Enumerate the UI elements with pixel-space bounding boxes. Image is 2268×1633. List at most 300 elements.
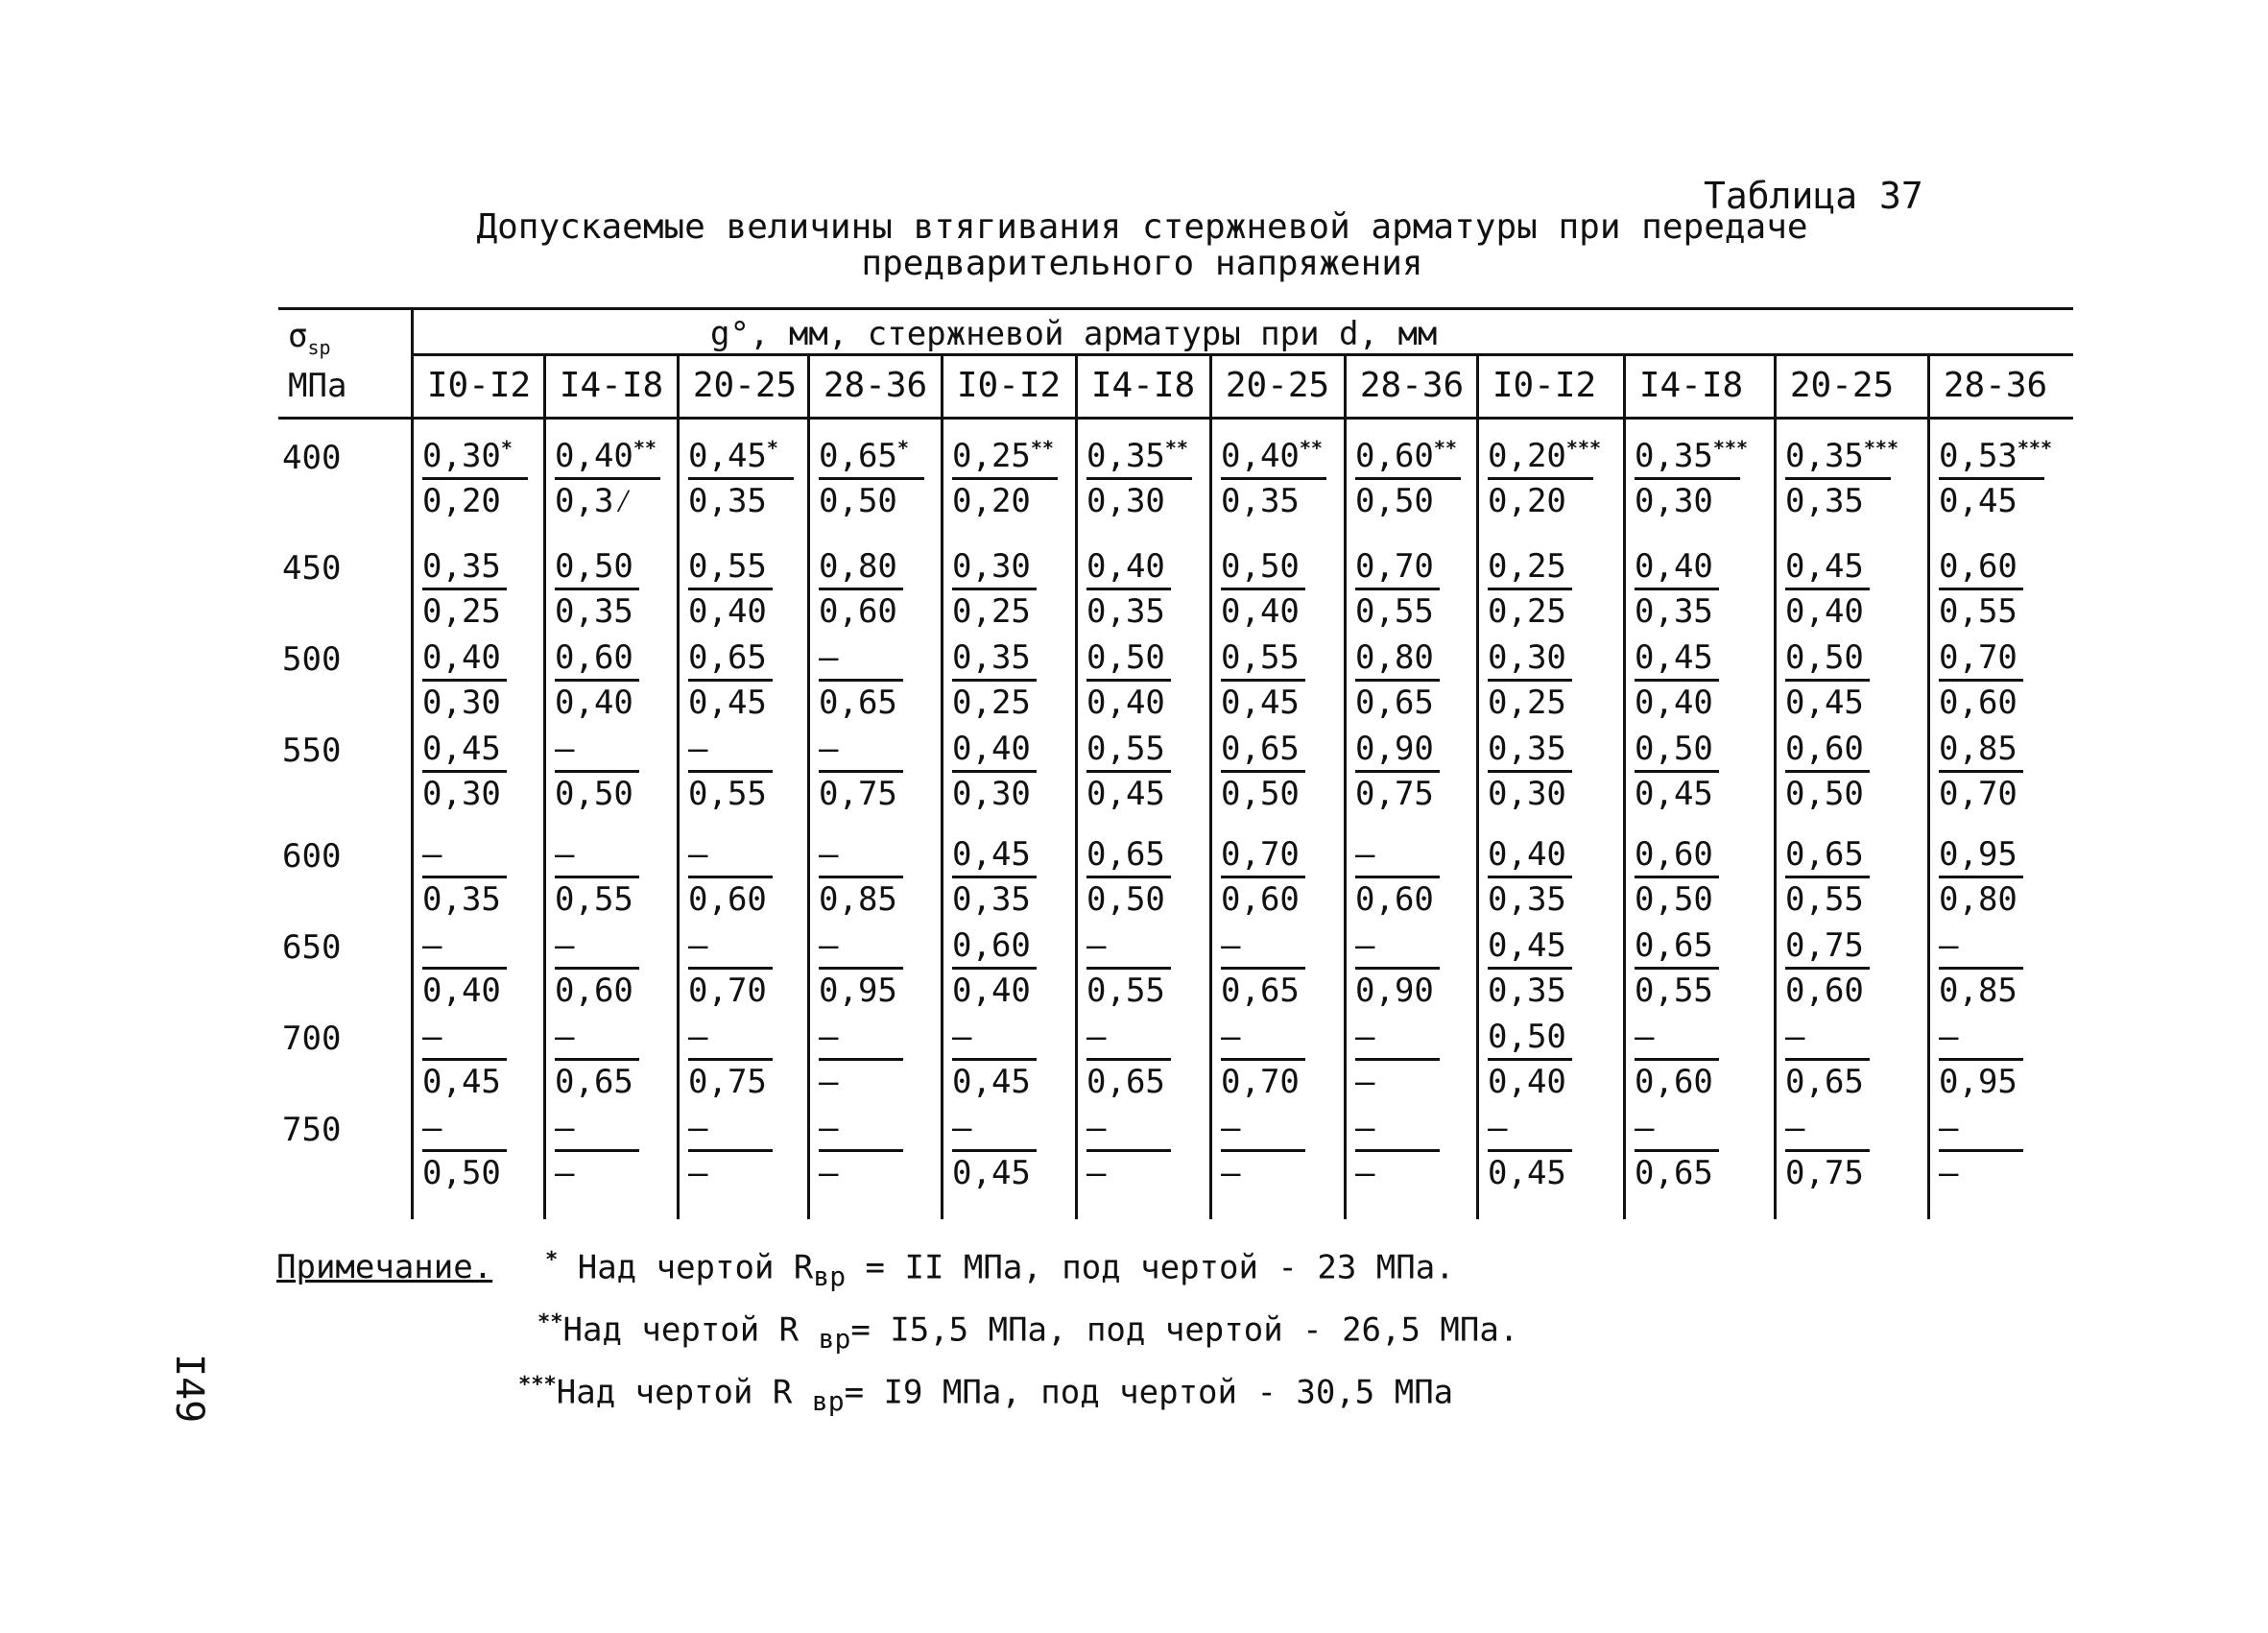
cell-numerator: 0,70 bbox=[1939, 638, 2017, 677]
fraction-bar bbox=[1221, 1149, 1305, 1152]
fraction-bar bbox=[688, 876, 773, 878]
table-cell-fraction bbox=[413, 926, 539, 1010]
table-cell-fraction bbox=[809, 638, 936, 722]
diameter-range-header: I0-I2 bbox=[1492, 366, 1597, 405]
cell-denominator: 0,60 bbox=[1939, 684, 2017, 722]
cell-numerator: – bbox=[1221, 1109, 1241, 1147]
cell-numerator: 0,45* bbox=[688, 436, 778, 475]
cell-numerator: 0,60 bbox=[1939, 547, 2017, 586]
cell-numerator: – bbox=[1086, 1018, 1107, 1056]
cell-denominator: 0,55 bbox=[1635, 972, 1713, 1010]
table-cell-fraction bbox=[1929, 730, 2056, 813]
cell-numerator: – bbox=[1635, 1018, 1655, 1056]
cell-denominator: 0,85 bbox=[1939, 972, 2017, 1010]
table-cell-fraction bbox=[1346, 638, 1472, 722]
cell-denominator: – bbox=[819, 1063, 839, 1101]
table-cell-fraction bbox=[809, 1109, 936, 1192]
note-mark: * bbox=[545, 1248, 559, 1272]
cell-numerator: 0,20*** bbox=[1488, 436, 1602, 475]
fraction-bar bbox=[1785, 588, 1870, 590]
cell-numerator: – bbox=[1355, 1018, 1375, 1056]
cell-denominator: – bbox=[1086, 1154, 1107, 1192]
cell-numerator: 0,40 bbox=[1635, 547, 1713, 586]
cell-denominator: 0,75 bbox=[1355, 775, 1434, 813]
cell-denominator: 0,40 bbox=[555, 684, 633, 722]
table-cell-fraction bbox=[1478, 1018, 1605, 1101]
table-cell-fraction bbox=[545, 1018, 672, 1101]
footnote-mark: *** bbox=[1712, 436, 1749, 460]
cell-denominator: 0,35 bbox=[1488, 972, 1566, 1010]
cell-denominator: 0,20 bbox=[952, 482, 1031, 520]
cell-denominator: – bbox=[1939, 1154, 1959, 1192]
table-cell-fraction bbox=[679, 437, 805, 520]
table-cell-fraction bbox=[679, 835, 805, 919]
cell-denominator: 0,35 bbox=[555, 592, 633, 631]
cell-denominator: 0,30 bbox=[952, 775, 1031, 813]
fraction-bar bbox=[1221, 477, 1326, 480]
stress-row-label: 600 bbox=[282, 837, 342, 876]
fraction-bar bbox=[1939, 770, 2023, 773]
cell-numerator: 0,60 bbox=[952, 926, 1031, 965]
cell-denominator: 0,30 bbox=[1086, 482, 1165, 520]
note-subscript: вр bbox=[813, 1261, 847, 1293]
cell-numerator: – bbox=[1939, 1109, 1959, 1147]
table-cell-fraction bbox=[1211, 730, 1338, 813]
fraction-bar bbox=[1355, 770, 1440, 773]
cell-numerator: – bbox=[688, 730, 708, 768]
table-cell-fraction bbox=[1478, 926, 1605, 1010]
cell-denominator: 0,60 bbox=[1635, 1063, 1713, 1101]
fraction-bar bbox=[1488, 876, 1572, 878]
table-title-line-2: предварительного напряжения bbox=[861, 244, 1423, 283]
table-cell-fraction bbox=[809, 547, 936, 631]
table-cell-fraction bbox=[809, 1018, 936, 1101]
table-cell-fraction bbox=[1478, 638, 1605, 722]
table-cell-fraction bbox=[943, 926, 1069, 1010]
fraction-bar bbox=[1939, 876, 2023, 878]
table-cell-fraction bbox=[1346, 926, 1472, 1010]
cell-denominator: – bbox=[1355, 1154, 1375, 1192]
table-cell-fraction bbox=[1776, 730, 1902, 813]
fraction-bar bbox=[555, 1058, 639, 1061]
table-cell-fraction bbox=[1625, 835, 1752, 919]
cell-numerator: 0,55 bbox=[1221, 638, 1300, 677]
sigma-symbol: σ bbox=[288, 317, 308, 355]
cell-denominator: 0,45 bbox=[952, 1154, 1031, 1192]
cell-numerator: 0,45 bbox=[1488, 926, 1566, 965]
footnote-mark: * bbox=[500, 436, 513, 460]
cell-denominator: 0,60 bbox=[1785, 972, 1864, 1010]
cell-denominator: 0,60 bbox=[1221, 880, 1300, 919]
table-cell-fraction bbox=[1776, 437, 1902, 520]
cell-numerator: 0,65 bbox=[1221, 730, 1300, 768]
footnote-mark: *** bbox=[1565, 436, 1602, 460]
fraction-bar bbox=[1635, 1058, 1719, 1061]
cell-numerator: 0,50 bbox=[1785, 638, 1864, 677]
cell-numerator: – bbox=[688, 926, 708, 965]
header-mid-rule bbox=[413, 353, 2073, 356]
cell-denominator: 0,45 bbox=[1221, 684, 1300, 722]
cell-denominator: 0,75 bbox=[819, 775, 897, 813]
table-cell-fraction bbox=[545, 926, 672, 1010]
table-cell-fraction bbox=[1346, 1018, 1472, 1101]
table-cell-fraction bbox=[1776, 835, 1902, 919]
cell-numerator: 0,45 bbox=[952, 835, 1031, 874]
cell-denominator: 0,45 bbox=[1939, 482, 2017, 520]
cell-numerator: – bbox=[1221, 926, 1241, 965]
fraction-bar bbox=[1355, 967, 1440, 970]
table-cell-fraction bbox=[1776, 1109, 1902, 1192]
fraction-bar bbox=[688, 588, 773, 590]
cell-numerator: – bbox=[422, 835, 442, 874]
table-cell-fraction bbox=[1211, 835, 1338, 919]
fraction-bar bbox=[819, 1149, 903, 1152]
note-mark: *** bbox=[518, 1373, 557, 1397]
fraction-bar bbox=[952, 1149, 1037, 1152]
cell-numerator: 0,35*** bbox=[1785, 436, 1899, 475]
fraction-bar bbox=[422, 588, 507, 590]
header-bottom-rule bbox=[278, 417, 2073, 420]
cell-denominator: 0,50 bbox=[1635, 880, 1713, 919]
cell-denominator: 0,45 bbox=[422, 1063, 501, 1101]
cell-denominator: 0,40 bbox=[1785, 592, 1864, 631]
cell-numerator: 0,25** bbox=[952, 436, 1054, 475]
note-prefix: Над чертой R bbox=[558, 1248, 814, 1287]
fraction-bar bbox=[1086, 477, 1192, 480]
cell-numerator: – bbox=[1086, 926, 1107, 965]
fraction-bar bbox=[688, 477, 794, 480]
diameter-range-header: I4-I8 bbox=[1090, 366, 1196, 405]
table-cell-fraction bbox=[1478, 1109, 1605, 1192]
table-cell-fraction bbox=[413, 1018, 539, 1101]
cell-numerator: – bbox=[1355, 1109, 1375, 1147]
table-cell-fraction bbox=[545, 437, 672, 520]
table-cell-fraction bbox=[1625, 437, 1752, 520]
cell-denominator: 0,45 bbox=[688, 684, 767, 722]
fraction-bar bbox=[1488, 588, 1572, 590]
table-cell-fraction bbox=[1211, 1018, 1338, 1101]
table-cell-fraction bbox=[1625, 730, 1752, 813]
fraction-bar bbox=[1939, 1058, 2023, 1061]
cell-denominator: 0,30 bbox=[1488, 775, 1566, 813]
fraction-bar bbox=[952, 876, 1037, 878]
table-cell-fraction bbox=[679, 547, 805, 631]
fraction-bar bbox=[1488, 1149, 1572, 1152]
cell-denominator: 0,25 bbox=[1488, 684, 1566, 722]
cell-numerator: 0,35 bbox=[1488, 730, 1566, 768]
fraction-bar bbox=[422, 876, 507, 878]
fraction-bar bbox=[952, 477, 1058, 480]
diameter-range-header: I4-I8 bbox=[559, 366, 664, 405]
cell-numerator: 0,50 bbox=[555, 547, 633, 586]
fraction-bar bbox=[688, 679, 773, 682]
cell-denominator: 0,60 bbox=[1355, 880, 1434, 919]
fraction-bar bbox=[819, 967, 903, 970]
stress-row-label: 500 bbox=[282, 640, 342, 679]
fraction-bar bbox=[1086, 1058, 1171, 1061]
note-prefix: Над чертой R bbox=[556, 1373, 812, 1412]
cell-numerator: – bbox=[952, 1018, 972, 1056]
cell-denominator: 0,40 bbox=[952, 972, 1031, 1010]
table-cell-fraction bbox=[1478, 547, 1605, 631]
cell-numerator: – bbox=[422, 1109, 442, 1147]
cell-numerator: 0,35 bbox=[952, 638, 1031, 677]
cell-denominator: 0,70 bbox=[1221, 1063, 1300, 1101]
table-cell-fraction bbox=[1077, 547, 1204, 631]
table-cell-fraction bbox=[413, 547, 539, 631]
cell-denominator: 0,50 bbox=[1221, 775, 1300, 813]
cell-numerator: 0,40** bbox=[1221, 436, 1323, 475]
cell-numerator: 0,80 bbox=[819, 547, 897, 586]
cell-numerator: – bbox=[819, 835, 839, 874]
table-cell-fraction bbox=[1077, 638, 1204, 722]
cell-denominator: 0,35 bbox=[1086, 592, 1165, 631]
cell-numerator: – bbox=[688, 1018, 708, 1056]
cell-numerator: – bbox=[1221, 1018, 1241, 1056]
footnote-mark: ** bbox=[1299, 436, 1323, 460]
cell-numerator: 0,45 bbox=[422, 730, 501, 768]
cell-numerator: 0,40 bbox=[1086, 547, 1165, 586]
table-cell-fraction bbox=[1625, 1109, 1752, 1192]
cell-denominator: 0,55 bbox=[1086, 972, 1165, 1010]
cell-denominator: 0,95 bbox=[1939, 1063, 2017, 1101]
diameter-range-header: I0-I2 bbox=[426, 366, 532, 405]
diameter-range-header: I0-I2 bbox=[956, 366, 1062, 405]
cell-denominator: 0,40 bbox=[1086, 684, 1165, 722]
fraction-bar bbox=[1635, 588, 1719, 590]
table-cell-fraction bbox=[943, 1018, 1069, 1101]
cell-denominator: 0,70 bbox=[1939, 775, 2017, 813]
cell-denominator: 0,35 bbox=[1635, 592, 1713, 631]
table-cell-fraction bbox=[545, 835, 672, 919]
table-cell-fraction bbox=[1346, 730, 1472, 813]
fraction-bar bbox=[819, 679, 903, 682]
cell-numerator: 0,30 bbox=[1488, 638, 1566, 677]
table-cell-fraction bbox=[679, 638, 805, 722]
table-cell-fraction bbox=[413, 835, 539, 919]
cell-denominator: 0,25 bbox=[952, 684, 1031, 722]
table-cell-fraction bbox=[943, 547, 1069, 631]
note-subscript: вр bbox=[811, 1385, 845, 1418]
fraction-bar bbox=[1939, 679, 2023, 682]
fraction-bar bbox=[1488, 770, 1572, 773]
table-cell-fraction bbox=[1211, 1109, 1338, 1192]
cell-denominator: 0,30 bbox=[1635, 482, 1713, 520]
table-cell-fraction bbox=[1929, 1018, 2056, 1101]
cell-numerator: – bbox=[819, 1018, 839, 1056]
table-cell-fraction bbox=[1625, 926, 1752, 1010]
fraction-bar bbox=[952, 1058, 1037, 1061]
fraction-bar bbox=[819, 876, 903, 878]
cell-denominator: 0,85 bbox=[819, 880, 897, 919]
fraction-bar bbox=[1635, 477, 1740, 480]
cell-denominator: 0,65 bbox=[555, 1063, 633, 1101]
stress-row-label: 550 bbox=[282, 732, 342, 770]
fraction-bar bbox=[1355, 876, 1440, 878]
cell-denominator: 0,45 bbox=[1488, 1154, 1566, 1192]
footnote-mark: * bbox=[896, 436, 909, 460]
cell-numerator: 0,40 bbox=[1488, 835, 1566, 874]
table-cell-fraction bbox=[1346, 437, 1472, 520]
fraction-bar bbox=[1939, 967, 2023, 970]
fraction-bar bbox=[1086, 588, 1171, 590]
cell-numerator: – bbox=[819, 1109, 839, 1147]
table-cell-fraction bbox=[1211, 437, 1338, 520]
diameter-range-header: 28-36 bbox=[1943, 366, 2048, 405]
diameter-range-header: 28-36 bbox=[823, 366, 928, 405]
cell-denominator: 0,55 bbox=[1355, 592, 1434, 631]
cell-denominator: 0,35 bbox=[1785, 482, 1864, 520]
table-cell-fraction bbox=[679, 730, 805, 813]
table-title bbox=[403, 209, 1881, 282]
table-cell-fraction bbox=[545, 547, 672, 631]
cell-denominator: 0,50 bbox=[1785, 775, 1864, 813]
footnote-mark: ** bbox=[1030, 436, 1054, 460]
fraction-bar bbox=[952, 588, 1037, 590]
fraction-bar bbox=[819, 1058, 903, 1061]
cell-numerator: 0,65 bbox=[1785, 835, 1864, 874]
cell-numerator: – bbox=[1785, 1109, 1805, 1147]
cell-numerator: 0,85 bbox=[1939, 730, 2017, 768]
table-cell-fraction bbox=[809, 437, 936, 520]
fraction-bar bbox=[1355, 679, 1440, 682]
cell-numerator: – bbox=[555, 1109, 575, 1147]
cell-numerator: – bbox=[555, 926, 575, 965]
cell-numerator: – bbox=[819, 638, 839, 677]
table-cell-fraction bbox=[943, 835, 1069, 919]
cell-numerator: – bbox=[952, 1109, 972, 1147]
table-cell-fraction bbox=[1346, 547, 1472, 631]
fraction-bar bbox=[1939, 477, 2044, 480]
note-line bbox=[537, 1310, 1518, 1355]
fraction-bar bbox=[952, 967, 1037, 970]
cell-numerator: 0,60 bbox=[1785, 730, 1864, 768]
stress-row-label: 650 bbox=[282, 928, 342, 967]
cell-denominator: 0,3⁄ bbox=[555, 482, 633, 520]
fraction-bar bbox=[1635, 1149, 1719, 1152]
cell-numerator: – bbox=[1939, 1018, 1959, 1056]
table-cell-fraction bbox=[1929, 437, 2056, 520]
table-cell-fraction bbox=[413, 1109, 539, 1192]
cell-denominator: 0,95 bbox=[819, 972, 897, 1010]
cell-denominator: – bbox=[555, 1154, 575, 1192]
fraction-bar bbox=[422, 770, 507, 773]
fraction-bar bbox=[688, 1058, 773, 1061]
diameter-range-header: 20-25 bbox=[1789, 366, 1895, 405]
cell-denominator: 0,55 bbox=[555, 880, 633, 919]
cell-denominator: 0,35 bbox=[1488, 880, 1566, 919]
fraction-bar bbox=[1221, 679, 1305, 682]
fraction-bar bbox=[1785, 1149, 1870, 1152]
cell-denominator: 0,50 bbox=[1086, 880, 1165, 919]
table-cell-fraction bbox=[1776, 926, 1902, 1010]
fraction-bar bbox=[555, 967, 639, 970]
stress-row-label: 700 bbox=[282, 1020, 342, 1058]
table-cell-fraction bbox=[1077, 926, 1204, 1010]
cell-numerator: 0,40** bbox=[555, 436, 657, 475]
cell-numerator: – bbox=[688, 1109, 708, 1147]
table-label: Таблица 37 bbox=[1704, 175, 1923, 217]
fraction-bar bbox=[819, 770, 903, 773]
cell-denominator: 0,30 bbox=[422, 684, 501, 722]
table-cell-fraction bbox=[1478, 730, 1605, 813]
cell-denominator: 0,45 bbox=[1635, 775, 1713, 813]
table-cell-fraction bbox=[1211, 926, 1338, 1010]
cell-numerator: – bbox=[555, 835, 575, 874]
fraction-bar bbox=[555, 477, 660, 480]
cell-denominator: 0,30 bbox=[422, 775, 501, 813]
cell-numerator: 0,70 bbox=[1221, 835, 1300, 874]
table-cell-fraction bbox=[1478, 437, 1605, 520]
cell-numerator: 0,60 bbox=[555, 638, 633, 677]
fraction-bar bbox=[1086, 967, 1171, 970]
fraction-bar bbox=[688, 1149, 773, 1152]
fraction-bar bbox=[555, 876, 639, 878]
fraction-bar bbox=[952, 770, 1037, 773]
table-cell-fraction bbox=[1776, 547, 1902, 631]
fraction-bar bbox=[422, 679, 507, 682]
fraction-bar bbox=[422, 967, 507, 970]
cell-denominator: 0,65 bbox=[1086, 1063, 1165, 1101]
fraction-bar bbox=[1355, 588, 1440, 590]
cell-numerator: – bbox=[1939, 926, 1959, 965]
cell-numerator: 0,25 bbox=[1488, 547, 1566, 586]
cell-numerator: 0,90 bbox=[1355, 730, 1434, 768]
diameter-range-header: 20-25 bbox=[692, 366, 798, 405]
fraction-bar bbox=[1355, 477, 1461, 480]
sigma-subscript: sp bbox=[307, 335, 331, 359]
cell-denominator: 0,60 bbox=[688, 880, 767, 919]
fraction-bar bbox=[1488, 967, 1572, 970]
table-cell-fraction bbox=[1211, 547, 1338, 631]
table-cell-fraction bbox=[1929, 926, 2056, 1010]
cell-numerator: 0,40 bbox=[422, 638, 501, 677]
stress-row-label: 750 bbox=[282, 1111, 342, 1149]
fraction-bar bbox=[1221, 770, 1305, 773]
cell-numerator: 0,30 bbox=[952, 547, 1031, 586]
note-text: = I5,5 МПа, под чертой - 26,5 МПа. bbox=[850, 1310, 1519, 1350]
cell-numerator: 0,35 bbox=[422, 547, 501, 586]
fraction-bar bbox=[1221, 1058, 1305, 1061]
fraction-bar bbox=[1355, 1149, 1440, 1152]
sigma-unit: МПа bbox=[288, 366, 347, 405]
cell-denominator: 0,40 bbox=[1488, 1063, 1566, 1101]
footnote-mark: ** bbox=[1433, 436, 1457, 460]
cell-denominator: 0,80 bbox=[1939, 880, 2017, 919]
cell-denominator: – bbox=[819, 1154, 839, 1192]
cell-denominator: – bbox=[688, 1154, 708, 1192]
fraction-bar bbox=[1086, 1149, 1171, 1152]
cell-numerator: 0,50 bbox=[1635, 730, 1713, 768]
footnote-mark: *** bbox=[1863, 436, 1899, 460]
fraction-bar bbox=[422, 1058, 507, 1061]
table-cell-fraction bbox=[943, 638, 1069, 722]
cell-denominator: 0,75 bbox=[1785, 1154, 1864, 1192]
cell-numerator: 0,45 bbox=[1635, 638, 1713, 677]
cell-numerator: 0,45 bbox=[1785, 547, 1864, 586]
cell-denominator: 0,25 bbox=[422, 592, 501, 631]
fraction-bar bbox=[555, 588, 639, 590]
table-cell-fraction bbox=[1077, 1109, 1204, 1192]
fraction-bar bbox=[422, 1149, 507, 1152]
cell-denominator: 0,40 bbox=[688, 592, 767, 631]
table-cell-fraction bbox=[1776, 1018, 1902, 1101]
cell-denominator: 0,65 bbox=[1355, 684, 1434, 722]
note-line bbox=[545, 1248, 1455, 1292]
fraction-bar bbox=[1221, 967, 1305, 970]
fraction-bar bbox=[688, 770, 773, 773]
fraction-bar bbox=[1635, 967, 1719, 970]
